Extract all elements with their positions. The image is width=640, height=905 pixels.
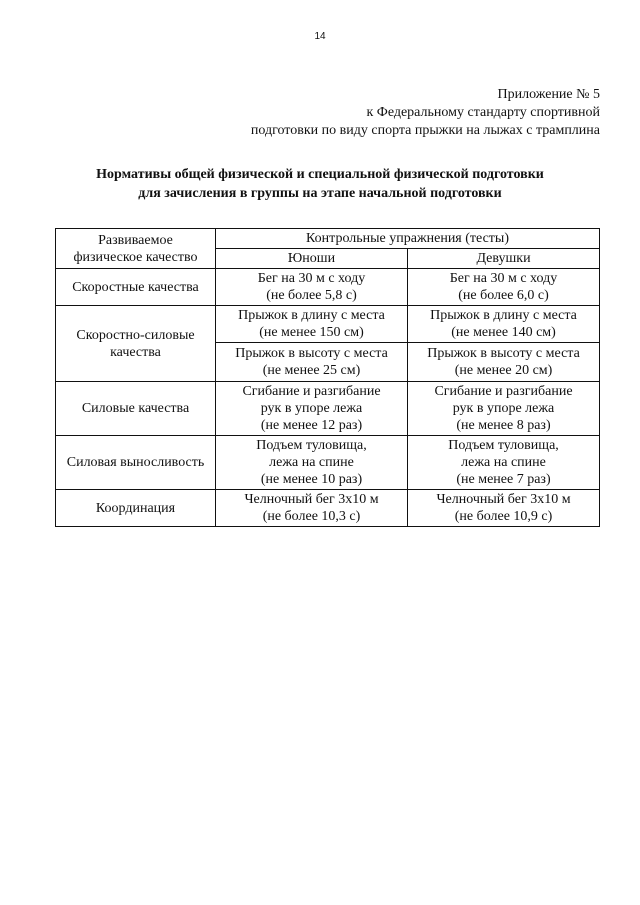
girls-norm-cell: [408, 436, 600, 490]
boys-norm-cell: [216, 343, 408, 382]
quality-cell: [56, 382, 216, 436]
quality-cell: [56, 490, 216, 527]
boys-norm-cell-line: Бег на 30 м с ходу: [257, 271, 366, 286]
boys-norm-cell-line: (не менее 12 раз): [260, 418, 363, 433]
boys-norm-cell: [216, 490, 408, 527]
girls-norm-cell-line: Сгибание и разгибание: [434, 384, 573, 399]
header-tests-cell: Контрольные упражнения (тесты): [216, 229, 600, 249]
header-girls-cell: Девушки: [408, 249, 600, 269]
girls-norm-cell: [408, 269, 600, 306]
table-row: [56, 269, 600, 306]
girls-norm-cell-line: (не менее 8 раз): [456, 418, 551, 433]
girls-norm-cell-line: Прыжок в высоту с места: [427, 346, 580, 361]
header-quality-line-2: физическое качество: [73, 249, 198, 265]
table-row: [56, 306, 600, 343]
boys-norm-cell: [216, 306, 408, 343]
title-line-1: Нормативы общей физической и специальной физической подготовки: [96, 167, 544, 182]
appendix-line-1: Приложение № 5: [497, 87, 600, 102]
quality-cell: [56, 306, 216, 382]
boys-norm-cell-line: Прыжок в высоту с места: [235, 346, 388, 361]
boys-norm-cell-line: Прыжок в длину с места: [238, 308, 385, 323]
page-number: 14: [314, 31, 326, 42]
quality-cell-line: Скоростно-силовые: [76, 327, 195, 343]
girls-norm-cell: [408, 490, 600, 527]
girls-norm-cell-line: (не менее 7 раз): [456, 472, 551, 487]
norms-table: [55, 228, 600, 527]
appendix-line-2: к Федеральному стандарту спортивной: [366, 105, 600, 120]
boys-norm-cell-line: (не менее 25 см): [262, 363, 361, 378]
boys-norm-cell-line: (не более 10,3 с): [262, 509, 361, 524]
document-title: [0, 165, 640, 203]
table-header-row: [56, 229, 600, 249]
boys-norm-cell-line: Челночный бег 3х10 м: [244, 492, 379, 507]
boys-norm-cell: [216, 436, 408, 490]
girls-norm-cell-line: (не более 6,0 с): [458, 288, 549, 303]
table-row: [56, 436, 600, 490]
table-row: [56, 382, 600, 436]
quality-cell-line: качества: [110, 344, 161, 360]
header-boys-cell: Юноши: [216, 249, 408, 269]
quality-cell: [56, 269, 216, 306]
boys-norm-cell-line: Сгибание и разгибание: [242, 384, 381, 399]
girls-norm-cell-line: Прыжок в длину с места: [430, 308, 577, 323]
table-row: [56, 490, 600, 527]
quality-cell: [56, 436, 216, 490]
girls-norm-cell-line: рук в упоре лежа: [452, 401, 555, 416]
girls-norm-cell: [408, 343, 600, 382]
girls-norm-cell-line: Челночный бег 3х10 м: [436, 492, 571, 507]
boys-norm-cell-line: Подъем туловища,: [256, 438, 367, 453]
header-quality-cell: [56, 229, 216, 269]
girls-norm-cell: [408, 382, 600, 436]
girls-norm-cell: [408, 306, 600, 343]
girls-norm-cell-line: Бег на 30 м с ходу: [449, 271, 558, 286]
girls-norm-cell-line: (не менее 140 см): [451, 325, 556, 340]
girls-norm-cell-line: (не более 10,9 с): [454, 509, 553, 524]
girls-norm-cell-line: (не менее 20 см): [454, 363, 553, 378]
boys-norm-cell-line: (не менее 150 см): [259, 325, 364, 340]
title-line-2: для зачисления в группы на этапе начальной подготовки: [138, 186, 502, 201]
girls-norm-cell-line: лежа на спине: [461, 455, 546, 470]
boys-norm-cell-line: (не менее 10 раз): [260, 472, 363, 487]
boys-norm-cell-line: (не более 5,8 с): [266, 288, 357, 303]
appendix-header: [251, 86, 600, 140]
boys-norm-cell-line: рук в упоре лежа: [260, 401, 363, 416]
girls-norm-cell-line: Подъем туловища,: [448, 438, 559, 453]
quality-cell-line: Координация: [95, 500, 176, 516]
header-quality-line-1: Развиваемое: [98, 232, 173, 248]
quality-cell-line: Силовая выносливость: [66, 455, 205, 470]
boys-norm-cell-line: лежа на спине: [269, 455, 354, 470]
quality-cell-line: Скоростные качества: [72, 279, 199, 295]
appendix-line-3: подготовки по виду спорта прыжки на лыжах с трамплина: [250, 123, 600, 138]
boys-norm-cell: [216, 269, 408, 306]
quality-cell-line: Силовые качества: [81, 401, 190, 416]
boys-norm-cell: [216, 382, 408, 436]
